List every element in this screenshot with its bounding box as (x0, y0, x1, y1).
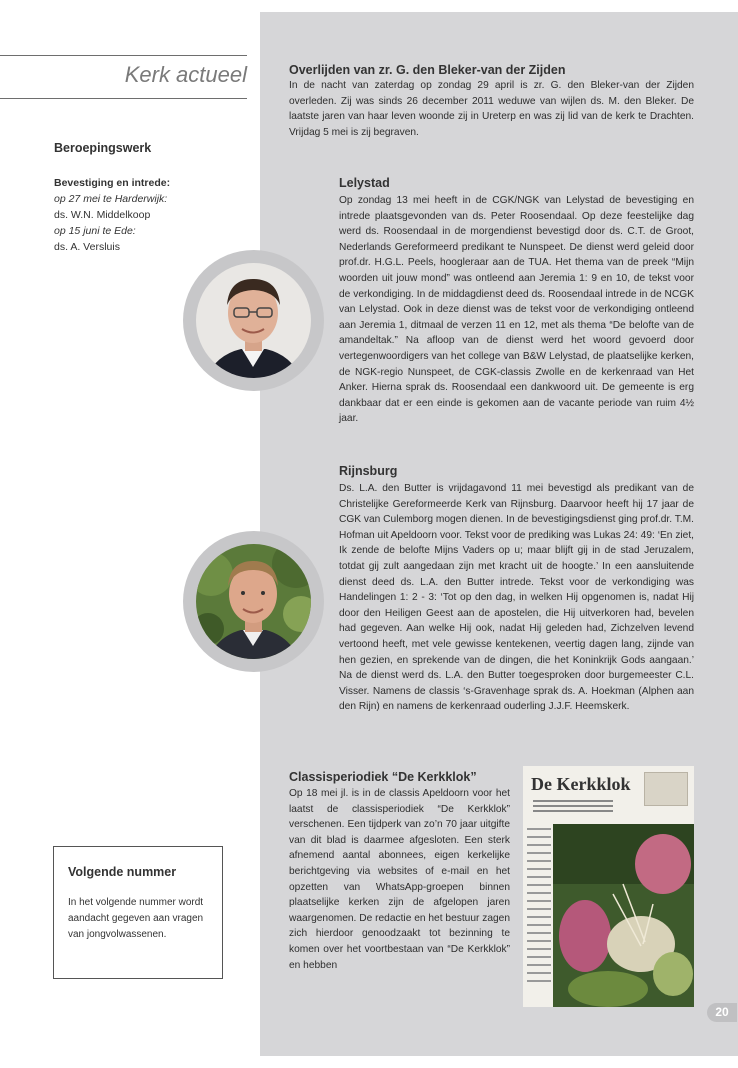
sidebar-entry-who: ds. W.N. Middelkoop (54, 209, 151, 221)
magazine-title: De Kerkklok (531, 774, 631, 794)
article-body: Op zondag 13 mei heeft in de CGK/NGK van Lelystad de bevestiging en intrede plaatsgevonden van ds. Peter Roosendaal. Op deze feestelijke dag werd ds. Roosendaal in de morgendienst bevestigd door ds. C.T. de Groot, Nederlands Gereformeerd predikant te Nunspeet. De dienst werd geleid door prof.dr. H.G.L. Peels, hoogleraar aan de TUA. Het thema van de preek “Mijn woorden uit jouw mond” was ontleend aan Jeremia 1: 9 en 10, de tekst voor de verkondiging. In de middagdienst deed ds. Roosendaal intrede in de NCGK van Lelystad. Ook in deze dienst was de tekst voor de verkondiging ontleend aan Jeremia 1, ditmaal de verzen 11 en 12, met als thema “De belofte van de amandeltak.” Na afloop van de dienst werd het woord gevoerd door vertegenwoordigers van het college van B&W Lelystad, de plaatselijke kerken, de NGK-regio Nunspeet, de CGK-classis Zwolle en de kerkenraad van Het Anker. Hierna sprak ds. Roosendaal een dankwoord uit. De gemeente is erg dankbaar dat er een einde is gekomen aan de vacante periode van ruim 4½ jaar. (339, 195, 694, 425)
sidebar-appointments (54, 175, 244, 255)
article-body: In de nacht van zaterdag op zondag 29 april is zr. G. den Bleker-van der Zijden overleden. Zij was sinds 26 december 2011 weduwe van wijlen ds. M. den Bleker. De laatste jaren van haar leven woonde zij in Ureterp en was zij lid van de kerk te Drachten. Vrijdag 5 mei is zij begraven. (289, 80, 694, 138)
article-body: Op 18 mei jl. is in de classis Apeldoorn voor het laatst de classisperiodiek “De Kerkklok” verschenen. Een tijdperk van zo’n 70 jaar uitgifte van dit blad is daarmee afgesloten. Een sterk afnemend aantal abonnees, eigen kerkelijke berichtgeving via websites of e-mail en het opzetten van WhatsApp-groepen binnen plaatselijke kerken zijn de afgelopen jaren waargenomen. De redactie en het bestuur zagen zich hierdoor genoodzaakt tot bezinning te komen over het voortbestaan van “De Kerkklok” en hebben (289, 788, 510, 971)
portrait-frame-roosendaal (183, 250, 324, 391)
article-lelystad (339, 175, 694, 427)
article-rijnsburg (339, 463, 694, 715)
sidebar-entry-when: op 15 juni te Ede: (54, 225, 136, 237)
portrait-frame-den-butter (183, 531, 324, 672)
magazine-issue-box (644, 772, 688, 806)
portrait-roosendaal (196, 263, 311, 378)
article-body: Ds. L.A. den Butter is vrijdagavond 11 mei bevestigd als predikant van de Christelijke Gereformeerde Kerk van Rijnsburg. Daarvoor heeft hij 17 jaar de CGK van Culemborg mogen dienen. In de bevestigingsdienst ging prof.dr. T.M. Hofman uit Apeldoorn voor. Tekst voor de prediking was Lukas 24: 49: ‘En ziet, Ik zende de belofte Mijns Vaders op u; maar blijft gij in de stad Jeruzalem, totdat gij zult aangedaan zijn met kracht uit de hoogte.’ In een aansluitende dienst deed ds. L.A. den Butter intrede. Tekst voor de verkondiging was Handelingen 1: 2 - 3: ‘Tot op den dag, in welken Hij opgenomen is, nadat Hij door den Heiligen Geest aan de apostelen, die Hij uitverkoren had, bevelen had gegeven. Aan welke Hij ook, nadat Hij geleden had, Zichzelven levend vertoond heeft, met vele gewisse kentekenen, veertig dagen lang, zijnde van hen gezien, en sprekende van de dingen, die het Koninkrijk Gods aangaan.’ Na de dienst werd ds. L.A. den Butter toegesproken door burgemeester C.L. Visser. Namens de classis ‘s-Gravenhage sprak ds. A. Hoekman (Alphen aan den Rijn) en namens de kerkenraad ouderling J.J.F. Heemskerk. (339, 483, 694, 713)
portrait-den-butter (196, 544, 311, 659)
article-kerkklok (289, 769, 510, 973)
next-issue-text: In het volgende nummer wordt aandacht gegeven aan vragen van jongvolwassenen. (68, 897, 204, 940)
article-title: Lelystad (339, 176, 390, 190)
sidebar-entry-who: ds. A. Versluis (54, 241, 120, 253)
sidebar-subheading: Bevestiging en intrede: (54, 177, 171, 189)
article-obituary (289, 62, 694, 140)
next-issue-title: Volgende nummer (68, 865, 177, 879)
article-title: Classisperiodiek “De Kerkklok” (289, 770, 477, 784)
article-title: Rijnsburg (339, 464, 398, 478)
sidebar-entry-when: op 27 mei te Harderwijk: (54, 193, 168, 205)
magazine-cover-photo (553, 824, 694, 1007)
header-rule-bottom (0, 98, 247, 99)
section-title: Kerk actueel (124, 62, 247, 87)
magazine-side-text (527, 828, 551, 988)
article-title: Overlijden van zr. G. den Bleker-van der Zijden (289, 63, 566, 77)
magazine-header-lines (533, 800, 613, 815)
page-number: 20 (707, 1003, 737, 1022)
next-issue-box (53, 846, 223, 979)
kerkklok-magazine-cover (523, 766, 694, 1007)
header-rule-top (0, 55, 247, 56)
sidebar-heading: Beroepingswerk (54, 141, 152, 155)
